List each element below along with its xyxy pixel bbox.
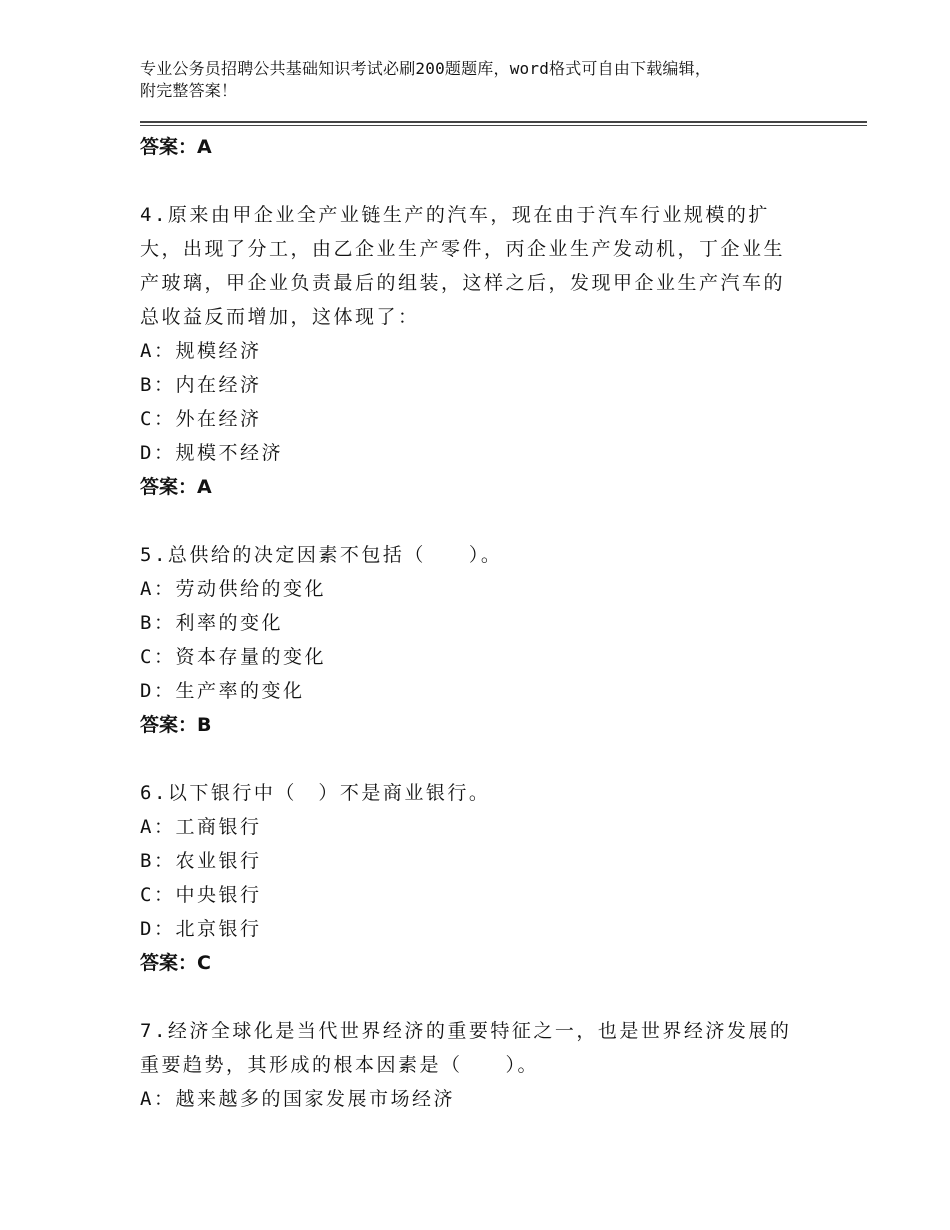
stem-line: 6.以下银行中（ ）不是商业银行。 (140, 782, 491, 804)
header-line: 附完整答案！ (140, 81, 238, 100)
answer-line: 答案：B (140, 714, 212, 736)
option-a: A：规模经济 (140, 340, 262, 362)
option-b: B：利率的变化 (140, 612, 283, 634)
option-d: D：规模不经济 (140, 442, 283, 464)
stem-line: 5.总供给的决定因素不包括（ ）。 (140, 544, 503, 566)
answer-line: 答案：A (140, 476, 212, 498)
option-a: A：劳动供给的变化 (140, 578, 326, 600)
stem-line: 大，出现了分工，由乙企业生产零件，丙企业生产发动机，丁企业生 (140, 238, 786, 260)
option-a: A：越来越多的国家发展市场经济 (140, 1088, 455, 1110)
stem-line: 产玻璃，甲企业负责最后的组装，这样之后，发现甲企业生产汽车的 (140, 272, 786, 294)
question-list (140, 130, 840, 1116)
option-c: C：中央银行 (140, 884, 262, 906)
option-d: D：生产率的变化 (140, 680, 305, 702)
document-header (140, 58, 820, 102)
header-divider (140, 125, 867, 126)
stem-line: 4.原来由甲企业全产业链生产的汽车，现在由于汽车行业规模的扩 (140, 204, 770, 226)
option-a: A：工商银行 (140, 816, 262, 838)
question-stem (140, 198, 840, 334)
question-block (140, 776, 840, 980)
option-c: C：资本存量的变化 (140, 646, 326, 668)
answer-line: 答案：C (140, 952, 211, 974)
option-b: B：农业银行 (140, 850, 262, 872)
question-block (140, 1014, 840, 1116)
header-line: 专业公务员招聘公共基础知识考试必刷200题题库，word格式可自由下载编辑， (140, 59, 712, 78)
header-divider (140, 121, 867, 123)
question-block (140, 538, 840, 742)
option-c: C：外在经济 (140, 408, 262, 430)
question-stem (140, 538, 840, 572)
answer-line: 答案：A (140, 136, 212, 158)
option-b: B：内在经济 (140, 374, 262, 396)
stem-line: 重要趋势，其形成的根本因素是（ ）。 (140, 1054, 540, 1076)
question-block (140, 198, 840, 504)
stem-line: 7.经济全球化是当代世界经济的重要特征之一，也是世界经济发展的 (140, 1020, 792, 1042)
stem-line: 总收益反而增加，这体现了： (140, 306, 420, 328)
question-stem (140, 776, 840, 810)
question-stem (140, 1014, 840, 1082)
option-d: D：北京银行 (140, 918, 262, 940)
